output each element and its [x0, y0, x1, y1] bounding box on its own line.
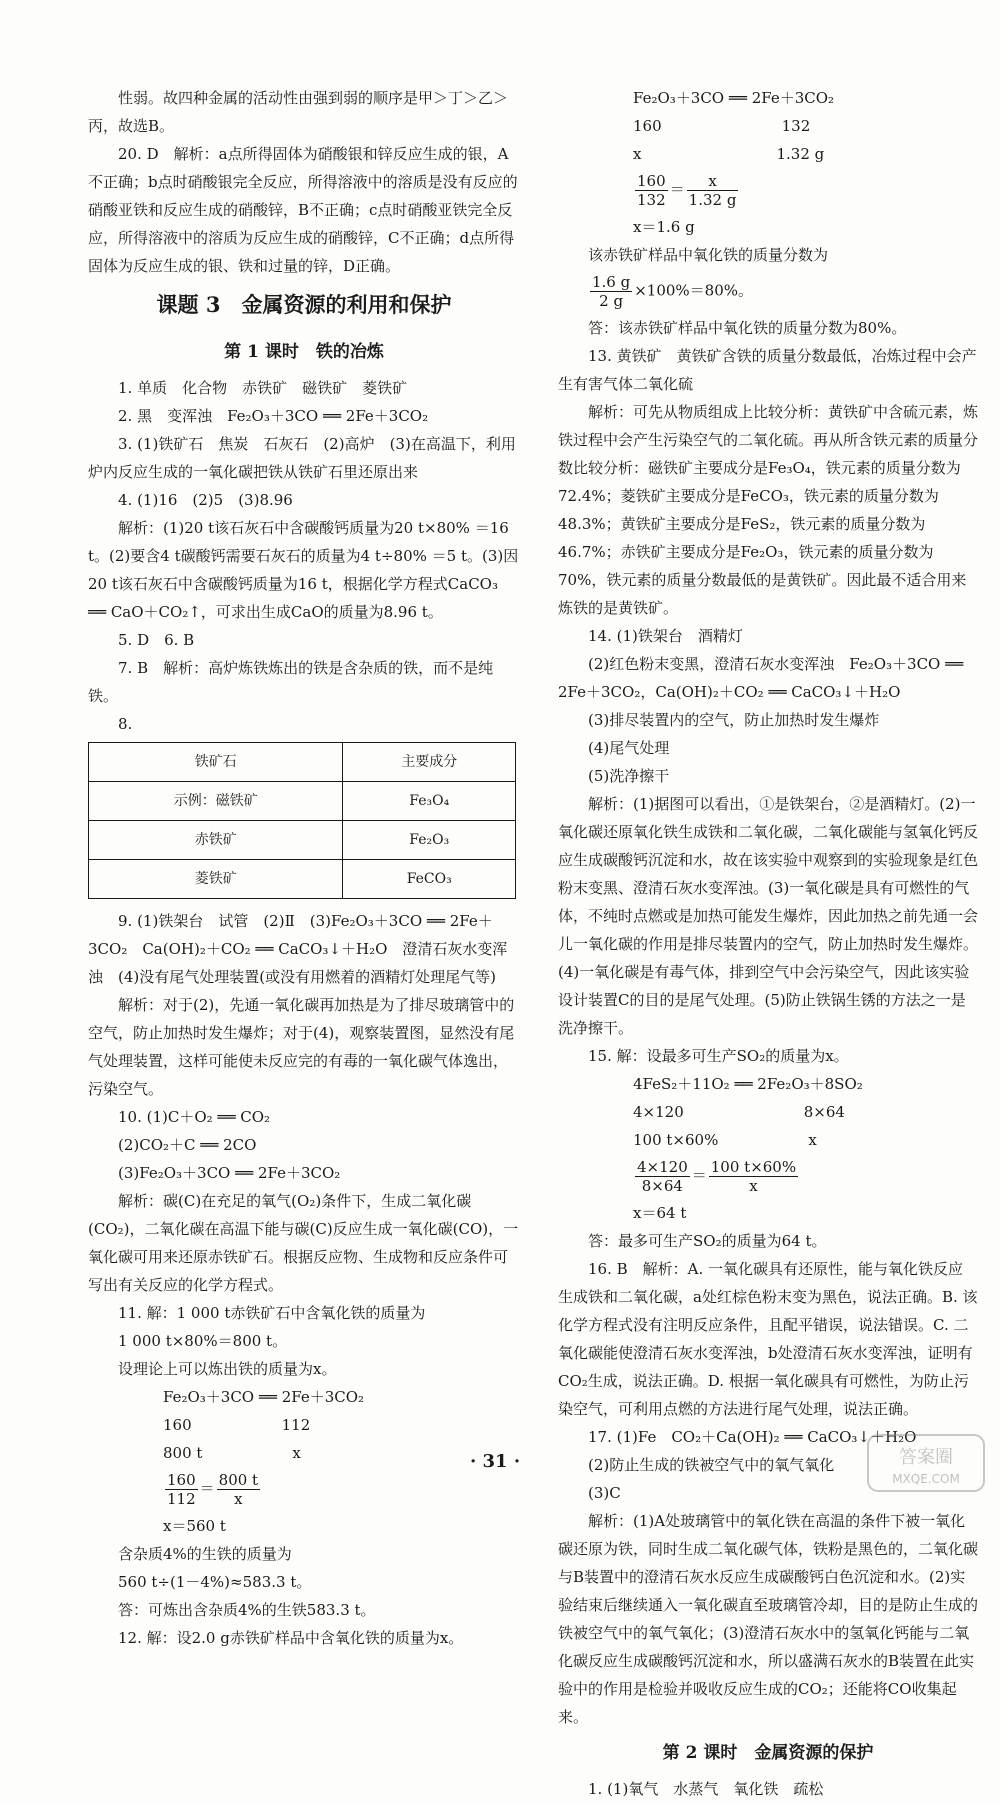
- watermark-logo: [866, 1433, 986, 1493]
- svg-text:答案圈: 答案圈: [899, 1447, 953, 1468]
- percent-result: ×100%＝80%。: [634, 281, 754, 300]
- answer-10-1: 10. (1)C＋O₂ ══ CO₂: [118, 1108, 271, 1126]
- table-header-cell: 铁矿石: [89, 743, 343, 782]
- analysis-10: 解析：碳(C)在充足的氧气(O₂)条件下，生成二氧化碳(CO₂)，二氧化碳在高温下能与碳(C)反应生成一氧化碳(CO)，一氧化碳可用来还原赤铁矿石。根据反应物、生成物和反应条件可写出有关反应的化学方程式。: [88, 1192, 519, 1294]
- proportion: $\frac{4\times 120}{8\times 64}$ ＝ $\frac{100 t\times 60\%}{x}$: [637, 1158, 797, 1195]
- ore-table: [88, 742, 516, 899]
- calc-line: 100 t×60% x: [633, 1131, 817, 1149]
- proportion: $\frac{160}{112}$ ＝ $\frac{800 t}{x}$: [167, 1471, 259, 1508]
- answer-15: 15. 解：设最多可生产SO₂的质量为x。: [588, 1047, 849, 1065]
- table-header-cell: 主要成分: [343, 743, 516, 782]
- fraction: [635, 172, 668, 209]
- answer-10-2: (2)CO₂＋C ══ 2CO: [118, 1136, 257, 1154]
- lesson-heading: 第 1 课时 铁的冶炼: [224, 342, 384, 362]
- numerator: 4×120: [637, 1158, 688, 1176]
- calc-line: 800 t x: [163, 1444, 301, 1462]
- analysis-14: 解析：(1)据图可以看出，①是铁架台，②是酒精灯。(2)一氧化碳还原氧化铁生成铁和二氧化碳，二氧化碳能与氢氧化钙反应生成碳酸钙沉淀和水，故在该实验中观察到的实验现象是红色粉末变黑、澄清石灰水变浑浊。(3)一氧化碳是具有可燃性的气体，不纯时点燃或是加热可能发生爆炸，因此加热之前先通一会儿一氧化碳的作用是排尽装置内的空气，防止加热时发生爆炸。(4)一氧化碳是有毒气体，排到空气中会污染空气，因此该实验设计装置C的目的是尾气处理。(5)防止铁锅生锈的方法之一是洗净擦干。: [558, 795, 979, 1037]
- calc-line: 560 t÷(1－4%)≈583.3 t。: [118, 1573, 312, 1591]
- proportion: $\frac{160}{132}$ ＝ $\frac{x}{1.32 g}$: [637, 172, 737, 209]
- calc-line: 该赤铁矿样品中氧化铁的质量分数为: [588, 246, 829, 264]
- answer-10-3: (3)Fe₂O₃＋3CO ══ 2Fe＋3CO₂: [118, 1164, 341, 1182]
- equation: 4FeS₂＋11O₂ ══ 2Fe₂O₃＋8SO₂: [633, 1075, 863, 1093]
- fraction: [217, 1471, 260, 1508]
- answer-7: 7. B 解析：高炉炼铁炼出的铁是含杂质的铁，而不是纯铁。: [88, 659, 494, 705]
- table-header-row: [89, 743, 516, 782]
- numerator: 800 t: [218, 1471, 259, 1489]
- table-row: [89, 860, 516, 899]
- answer-1: 1. (1)氧气 水蒸气 氧化铁 疏松: [588, 1780, 824, 1798]
- calc-line: 160 112: [163, 1416, 311, 1434]
- table-cell: Fe₂O₃: [343, 821, 516, 860]
- right-column: [558, 84, 978, 1803]
- calc-line: 含杂质4%的生铁的质量为: [118, 1545, 292, 1563]
- equation: Fe₂O₃＋3CO ══ 2Fe＋3CO₂: [633, 89, 835, 107]
- denominator: x: [749, 1177, 758, 1195]
- analysis-17: 解析：(1)A处玻璃管中的氧化铁在高温的条件下被一氧化碳还原为铁，同时生成二氧化碳气体，铁粉是黑色的，二氧化碳与B装置中的澄清石灰水反应生成碳酸钙白色沉淀和水。(2)实验结束后继续通入一氧化碳直至玻璃管冷却，目的是防止生成的铁被空气中的氧气氧化；(3)澄清石灰水中的氢氧化钙能与二氧化碳反应生成碳酸钙沉淀和水，所以盛满石灰水的B装置在此实验中的作用是检验并吸收反应生成的CO₂；还能将CO收集起来。: [558, 1512, 979, 1726]
- calc-line: x＝1.6 g: [633, 218, 695, 236]
- numerator: 160: [167, 1471, 196, 1489]
- answer-2: 2. 黑 变浑浊 Fe₂O₃＋3CO ══ 2Fe＋3CO₂: [118, 407, 429, 425]
- answer-14: 14. (1)铁架台 酒精灯: [588, 627, 743, 645]
- table-cell: FeCO₃: [343, 860, 516, 899]
- svg-text:MXQE.COM: MXQE.COM: [892, 1472, 960, 1486]
- answer-13: 13. 黄铁矿 黄铁矿含铁的质量分数最低，冶炼过程中会产生有害气体二氧化硫: [558, 347, 977, 393]
- answer-4: 4. (1)16 (2)5 (3)8.96: [118, 491, 293, 509]
- paragraph: 性弱。故四种金属的活动性由强到弱的顺序是甲＞丁＞乙＞丙，故选B。: [88, 89, 509, 135]
- table-cell: 赤铁矿: [89, 821, 343, 860]
- denominator: x: [234, 1490, 243, 1508]
- calc-line: x＝64 t: [633, 1204, 687, 1222]
- percent-calc: [558, 269, 978, 314]
- answer-14-4: (4)尾气处理: [588, 739, 670, 757]
- answer-9: 9. (1)铁架台 试管 (2)Ⅱ (3)Fe₂O₃＋3CO ══ 2Fe＋3CO₂ Ca(OH)₂＋CO₂ ══ CaCO₃↓＋H₂O 澄清石灰水变浑浊 (4)没有尾气处理装置(或没有用燃着的酒精灯处理尾气等): [88, 912, 508, 986]
- numerator: 160: [637, 172, 666, 190]
- lesson-heading: 第 2 课时 金属资源的保护: [662, 1743, 874, 1763]
- answer-8: 8.: [118, 715, 133, 733]
- calc-line: x＝560 t: [163, 1517, 226, 1535]
- numerator: 1.6 g: [592, 273, 631, 291]
- answer-statement: 答：该赤铁矿样品中氧化铁的质量分数为80%。: [588, 319, 907, 337]
- answer-1: 1. 单质 化合物 赤铁矿 磁铁矿 菱铁矿: [118, 379, 408, 397]
- answer-14-5: (5)洗净擦干: [588, 767, 670, 785]
- left-column: [88, 84, 520, 1652]
- fraction: [687, 172, 739, 209]
- denominator: 2 g: [599, 292, 624, 310]
- page-number: · 31 ·: [470, 1451, 521, 1472]
- calc-line: 4×120 8×64: [633, 1103, 845, 1121]
- denominator: 132: [637, 191, 666, 209]
- answer-3: 3. (1)铁矿石 焦炭 石灰石 (2)高炉 (3)在高温下，利用炉内反应生成的一氧化碳把铁从铁矿石里还原出来: [88, 435, 516, 481]
- answer-17-2: (2)防止生成的铁被空气中的氧气氧化: [588, 1456, 835, 1474]
- denominator: 1.32 g: [688, 191, 737, 209]
- denominator: 8×64: [641, 1177, 683, 1195]
- calc-line: 1 000 t×80%＝800 t。: [118, 1332, 288, 1350]
- analysis-9: 解析：对于(2)，先通一氧化碳再加热是为了排尽玻璃管中的空气，防止加热时发生爆炸；对于(4)，观察装置图，显然没有尾气处理装置，这样可能使未反应完的有毒的一氧化碳气体逸出，污染空气。: [88, 996, 515, 1098]
- answer-20: 20. D 解析：a点所得固体为硝酸银和锌反应生成的银，A不正确；b点时硝酸银完全反应，所得溶液中的溶质是没有反应的硝酸亚铁和反应生成的硝酸锌，B不正确；c点时硝酸亚铁完全反应，所得溶液中的溶质为反应生成的硝酸锌，C不正确；d点所得固体为反应生成的银、铁和过量的锌，D正确。: [88, 145, 518, 275]
- answer-17: 17. (1)Fe CO₂＋Ca(OH)₂ ══ CaCO₃↓＋H₂O: [588, 1428, 917, 1446]
- table-cell: Fe₃O₄: [343, 782, 516, 821]
- fraction: [709, 1158, 798, 1195]
- analysis-13: 解析：可先从物质组成上比较分析：黄铁矿中含硫元素，炼铁过程中会产生污染空气的二氧化硫。再从所含铁元素的质量分数比较分析：磁铁矿主要成分是Fe₃O₄，铁元素的质量分数为72.4%；菱铁矿主要成分是FeCO₃，铁元素的质量分数为48.3%；黄铁矿主要成分是FeS₂，铁元素的质量分数为46.7%；赤铁矿主要成分是Fe₂O₃，铁元素的质量分数为70%，铁元素的质量分数最低的是黄铁矿。因此最不适合用来炼铁的是黄铁矿。: [558, 403, 979, 617]
- answer-5-6: 5. D 6. B: [118, 631, 195, 649]
- answer-12: 12. 解：设2.0 g赤铁矿样品中含氧化铁的质量为x。: [118, 1629, 464, 1647]
- topic-heading: 课题 3 金属资源的利用和保护: [156, 292, 452, 317]
- table-row: [89, 782, 516, 821]
- calc-line: 设理论上可以炼出铁的质量为x。: [118, 1360, 337, 1378]
- answer-14-3: (3)排尽装置内的空气，防止加热时发生爆炸: [588, 711, 880, 729]
- answer-17-3: (3)C: [588, 1484, 621, 1502]
- analysis-4: 解析：(1)20 t该石灰石中含碳酸钙质量为20 t×80% ＝16 t。(2)要含4 t碳酸钙需要石灰石的质量为4 t÷80% ＝5 t。(3)因20 t该石灰石中含碳酸钙质量为16 t，根据化学方程式CaCO₃ ══ CaO＋CO₂↑，可求出生成CaO的质量为8.96 t。: [88, 519, 519, 621]
- answer-statement: 答：最多可生产SO₂的质量为64 t。: [588, 1232, 827, 1250]
- fraction: [165, 1471, 198, 1508]
- fraction: [635, 1158, 690, 1195]
- calc-line: x 1.32 g: [633, 145, 825, 163]
- numerator: 100 t×60%: [710, 1158, 797, 1176]
- answer-16: 16. B 解析：A. 一氧化碳具有还原性，能与氧化铁反应生成铁和二氧化碳，a处红棕色粉末变为黑色，说法正确。B. 该化学方程式没有注明反应条件，且配平错误，说法错误。C. 二氧化碳能使澄清石灰水变浑浊，b处澄清石灰水变浑浊，证明有CO₂生成，说法正确。D. 根据一氧化碳具有可燃性，为防止污染空气，可利用点燃的方法进行尾气处理，说法正确。: [558, 1260, 978, 1418]
- answer-14-2: (2)红色粉末变黑，澄清石灰水变浑浊 Fe₂O₃＋3CO ══ 2Fe＋3CO₂，Ca(OH)₂＋CO₂ ══ CaCO₃↓＋H₂O: [558, 655, 964, 701]
- denominator: 112: [167, 1490, 196, 1508]
- table-row: [89, 821, 516, 860]
- table-cell: 示例：磁铁矿: [89, 782, 343, 821]
- table-cell: 菱铁矿: [89, 860, 343, 899]
- answer-statement: 答：可炼出含杂质4%的生铁583.3 t。: [118, 1601, 376, 1619]
- numerator: x: [687, 172, 739, 191]
- fraction: [590, 273, 632, 310]
- equation: Fe₂O₃＋3CO ══ 2Fe＋3CO₂: [163, 1388, 365, 1406]
- answer-11: 11. 解：1 000 t赤铁矿石中含氧化铁的质量为: [118, 1304, 426, 1322]
- calc-line: 160 132: [633, 117, 811, 135]
